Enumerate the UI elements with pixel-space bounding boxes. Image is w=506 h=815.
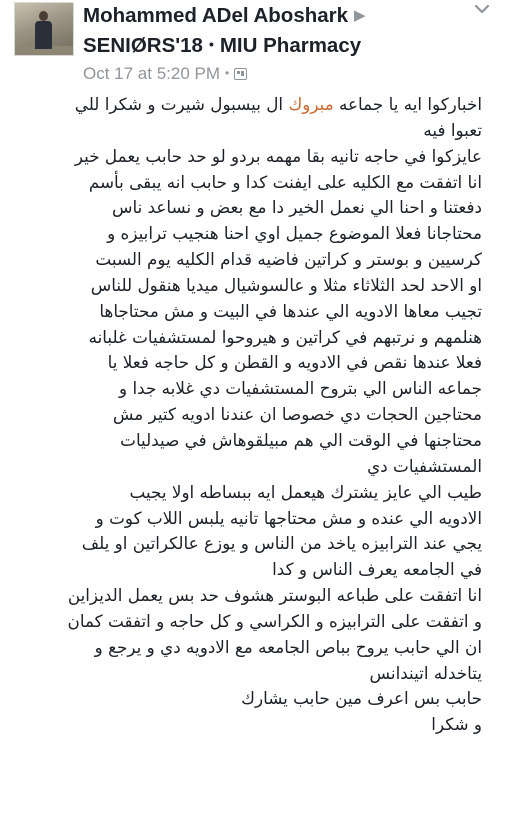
post-header: [0, 0, 506, 92]
post-line: تعبوا فيه: [423, 119, 482, 140]
post-line: الادويه الي عنده و مش محتاجها تانيه يلبس اللاب كوت و: [95, 507, 482, 528]
post-line: في الجامعه يعرف الناس و كدا: [272, 559, 482, 580]
post-line: فعلا عندها نقص في الادويه و القطن و كل حاجه فعلا يا: [107, 352, 482, 373]
post-line: و شكرا: [431, 714, 482, 735]
post-line: او الاحد لحد الثلاثاء مثلا و عالسوشيال ميديا هنقول للناس: [90, 274, 482, 295]
post-line: جماعه الناس الي بتروح المستشفيات دي غلابه جدا و: [119, 378, 482, 399]
post-line: يتاخدله اتيندانس: [369, 662, 482, 683]
post-line: ان الي حابب يروح بباص الجامعه مع الادويه دي و يرجع و: [94, 636, 482, 657]
avatar-figure-head: [39, 11, 48, 21]
author-line: [83, 3, 463, 29]
group-line: [83, 31, 473, 59]
post-line: و اتفقت على الترابيزه و الكراسي و كل حاجه و اتفقت كمان: [67, 610, 482, 631]
right-triangle-icon: ▶: [354, 7, 366, 24]
post-line: انا اتفقت مع الكليه على ايفنت كدا و حابب انه يبقى بأسم: [88, 171, 482, 192]
post-line: تجيب معاها الادويه الي عندها في البيت و مش محتاجاها: [99, 300, 482, 321]
group-name-link[interactable]: SENIØRS'18: [83, 34, 203, 57]
post-line: حابب بس اعرف مين حابب يشارك: [241, 688, 482, 709]
meta-separator: •: [225, 66, 230, 80]
post-line: عايزكوا في حاجه تانيه بقا مهمه بردو لو حد حابب يعمل خير: [74, 145, 482, 166]
post-line: كرسيين و بوستر و كراتين فاضيه قدام الكليه يوم السبت: [95, 249, 482, 270]
post-line-1-start: اخباركوا ايه يا جماعه: [339, 94, 482, 114]
group-separator: •: [208, 36, 214, 52]
post-line: دفعتنا و احنا الي نعمل الخير دا مع بعض و نساعد ناس: [111, 197, 482, 218]
post-line-1: [22, 92, 482, 118]
chevron-down-icon[interactable]: [471, 0, 493, 20]
post-line: انا اتفقت على طباعه البوستر هشوف حد بس يعمل الديزاين: [67, 585, 482, 606]
post-line: يجي عند الترابيزه ياخد من الناس و يوزع عالكراتين او يلف: [81, 533, 482, 554]
author-name-link[interactable]: Mohammed ADel Aboshark: [83, 4, 349, 27]
post-timestamp-link[interactable]: Oct 17 at 5:20 PM: [83, 64, 221, 83]
highlighted-word: مبروك: [288, 94, 334, 114]
post-line: محتاجانا فعلا الموضوع جميل اوي احنا هنجيب ترابيزه و: [107, 223, 482, 244]
post-meta: [83, 62, 247, 85]
post-line: طيب الي عايز يشترك هيعمل ايه ببساطه اولا يجيب: [129, 481, 482, 502]
post-line: محتاجين الحجات دي خصوصا ان عندنا ادويه كتير مش: [112, 404, 482, 425]
group-privacy-icon[interactable]: [234, 68, 247, 80]
post-line: المستشفيات دي: [367, 455, 482, 476]
post-line: محتاجنها في الوقت الي هم مبيلقوهاش في صيدليات: [120, 429, 482, 450]
author-avatar[interactable]: [14, 2, 74, 56]
post-body-text: [22, 92, 482, 738]
post-line: هنلمهم و نرتبهم في كراتين و هيروحوا لمستشفيات غلبانه: [88, 326, 482, 347]
page-name-link[interactable]: MIU Pharmacy: [219, 34, 362, 57]
avatar-figure-body: [35, 21, 52, 49]
post-line-1-end: ال بيسبول شيرت و شكرا للي: [74, 94, 284, 114]
